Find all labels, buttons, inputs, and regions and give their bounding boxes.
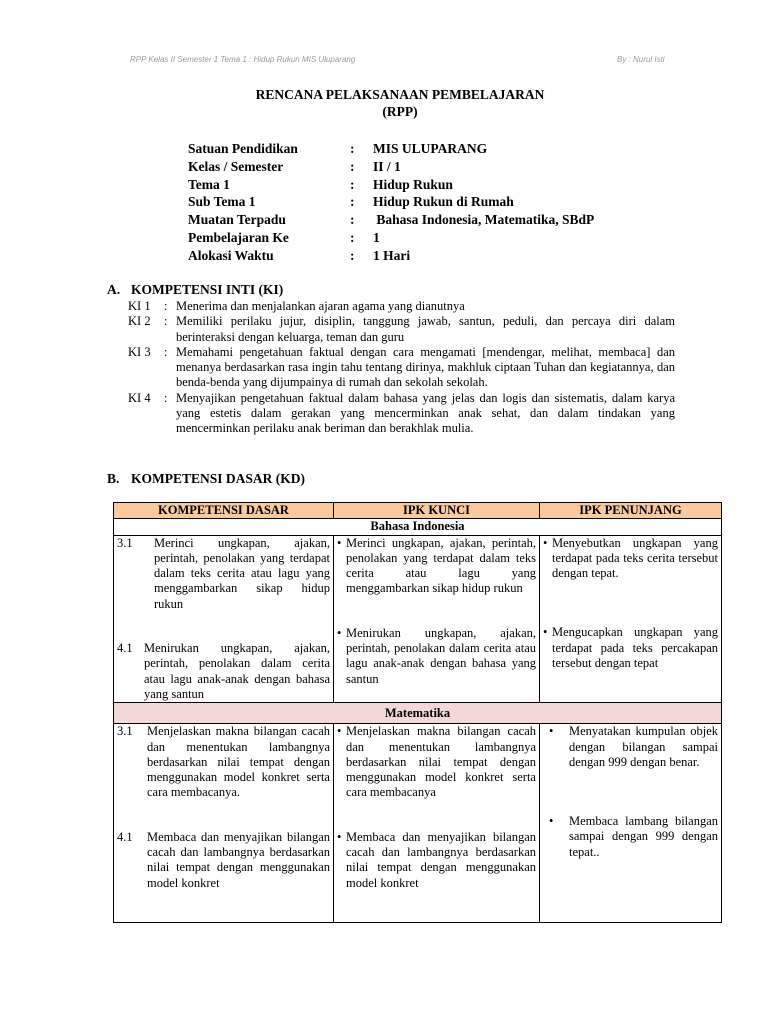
section-a-heading: [107, 282, 283, 298]
kd-item: [117, 724, 330, 800]
identity-value: Hidup Rukun: [373, 176, 453, 192]
kd-text: Menjelaskan makna bilangan cacah dan menentukan lambangnya berdasarkan nilai tempat dengan menggunakan model konkret serta cara membacanya.: [147, 724, 330, 800]
kd-number: 3.1: [117, 535, 133, 550]
identity-value: Bahasa Indonesia, Matematika, SBdP: [373, 212, 595, 228]
ki-colon: :: [164, 299, 168, 313]
section-title: KOMPETENSI INTI (KI): [131, 282, 284, 297]
table-row: [114, 535, 722, 703]
section-b-heading: [107, 471, 305, 487]
header-ipk-kunci: IPK KUNCI: [334, 503, 540, 519]
kd-item: [117, 536, 330, 612]
kd-text: Menirukan ungkapan, ajakan, perintah, penolakan dalam cerita atau lagu anak-anak dengan bahasa yang santun: [144, 641, 330, 701]
document-subtitle: (RPP): [382, 104, 418, 119]
identity-row: [188, 158, 594, 176]
bullet-icon: •: [337, 829, 342, 844]
group-row-bahasa-indonesia: [114, 519, 722, 535]
group-label: Bahasa Indonesia: [114, 519, 722, 535]
ki-colon: :: [164, 344, 168, 359]
ki-code: KI 4: [128, 390, 151, 405]
ki-item: [128, 299, 675, 314]
kd-cell: [114, 724, 334, 923]
table-row: [114, 724, 722, 923]
document-title: RENCANA PELAKSANAAN PEMBELAJARAN: [255, 87, 545, 102]
identity-value: 1: [373, 229, 380, 245]
section-letter: A.: [107, 282, 121, 297]
ipk-kunci-text: Merinci ungkapan, ajakan, perintah, penolakan yang terdapat dalam teks cerita atau lagu yang menggambarkan sikap hidup rukun: [346, 535, 536, 596]
bullet-icon: •: [543, 535, 548, 550]
ipk-penunjang-text: Menyebutkan ungkapan yang terdapat pada teks cerita tersebut dengan tepat.: [552, 535, 718, 581]
bullet-item: [337, 724, 536, 800]
page-header-right: By : Nurul Isti: [617, 55, 665, 64]
identity-colon: :: [350, 141, 355, 156]
identity-row: [188, 211, 594, 229]
kd-table: [113, 502, 722, 923]
identity-row: [188, 176, 594, 194]
bullet-icon: •: [543, 625, 548, 640]
kd-item: [117, 830, 330, 891]
identity-row: [188, 247, 594, 265]
ki-text: Memiliki perilaku jujur, disiplin, tanggung jawab, santun, peduli, dan percaya diri dalam berinteraksi dengan keluarga, teman dan guru: [176, 314, 675, 344]
ki-item: [128, 391, 675, 437]
identity-colon: :: [350, 229, 355, 245]
ki-code: KI 2: [128, 314, 151, 329]
ipk-kunci-text: Menirukan ungkapan, ajakan, perintah, penolakan dalam cerita atau lagu anak-anak dengan bahasa yang santun: [346, 625, 536, 686]
ki-colon: :: [164, 314, 168, 329]
section-letter: B.: [107, 471, 120, 486]
ki-text: Menyajikan pengetahuan faktual dalam bahasa yang jelas dan logis dan sistematis, dalam karya yang estetis dalam gerakan yang mencerminkan anak sehat, dan dalam tindakan yang mencerminkan perilaku anak beriman dan berakhlak mulia.: [176, 390, 675, 436]
ipk-penunjang-cell: [540, 535, 722, 703]
section-title: KOMPETENSI DASAR (KD): [131, 471, 306, 486]
group-row-matematika: [114, 703, 722, 724]
ipk-penunjang-cell: [540, 724, 722, 923]
identity-row: [188, 193, 594, 211]
ki-code: KI 3: [128, 344, 151, 359]
identity-label: Pembelajaran Ke: [188, 229, 289, 245]
ipk-penunjang-text: Membaca lambang bilangan sampai dengan 999 dengan tepat..: [569, 814, 718, 859]
ipk-kunci-cell: [334, 535, 540, 703]
bullet-item: [543, 814, 718, 860]
identity-row: [188, 140, 594, 158]
ipk-penunjang-text: Mengucapkan ungkapan yang terdapat pada teks percakapan tersebut dengan tepat: [552, 625, 718, 671]
kd-number: 4.1: [117, 829, 133, 844]
identity-colon: :: [350, 158, 355, 174]
ipk-penunjang-text: Menyatakan kumpulan objek dengan bilangan sampai dengan 999 dengan benar.: [569, 724, 718, 769]
identity-colon: :: [350, 176, 355, 192]
identity-value: 1 Hari: [373, 247, 411, 263]
ki-text: Memahami pengetahuan faktual dengan cara mengamati [mendengar, melihat, membaca] dan menanya berdasarkan rasa ingin tahu tentang dirinya, makhluk ciptaan Tuhan dan kegiatannya, dan benda-benda yang dijumpainya di rumah dan sekolah sekolah.: [176, 344, 675, 390]
ipk-kunci-text: Membaca dan menyajikan bilangan cacah dan lambangnya berdasarkan nilai tempat dengan menggunakan model konkret: [346, 829, 536, 890]
bullet-item: [337, 626, 536, 687]
ki-list: [128, 299, 675, 437]
bullet-item: [337, 830, 536, 891]
identity-block: [188, 140, 594, 265]
ipk-kunci-text: Menjelaskan makna bilangan cacah dan menentukan lambangnya berdasarkan nilai tempat dengan menggunakan model konkret serta cara membacanya: [346, 724, 536, 800]
kd-item: [117, 641, 330, 702]
bullet-icon: •: [549, 724, 554, 739]
ipk-kunci-cell: [334, 724, 540, 923]
identity-label: Tema 1: [188, 176, 230, 192]
identity-label: Satuan Pendidikan: [188, 141, 298, 156]
identity-colon: :: [350, 212, 355, 228]
ki-colon: :: [164, 390, 168, 405]
header-kompetensi-dasar: KOMPETENSI DASAR: [114, 503, 334, 519]
kd-text: Merinci ungkapan, ajakan, perintah, penolakan yang terdapat dalam teks cerita atau lagu yang menggambarkan sikap hidup rukun: [154, 535, 330, 611]
table-header-row: [114, 503, 722, 519]
bullet-item: [337, 536, 536, 597]
identity-colon: :: [350, 247, 355, 263]
group-label: Matematika: [114, 703, 722, 724]
ki-item: [128, 345, 675, 391]
identity-label: Alokasi Waktu: [188, 247, 274, 263]
kd-number: 4.1: [117, 641, 133, 656]
bullet-icon: •: [337, 625, 342, 640]
header-ipk-penunjang: IPK PENUNJANG: [540, 503, 722, 519]
bullet-item: [543, 536, 718, 582]
identity-row: [188, 229, 594, 247]
bullet-item: [543, 724, 718, 770]
kd-number: 3.1: [117, 724, 133, 739]
identity-label: Kelas / Semester: [188, 158, 284, 174]
bullet-icon: •: [549, 814, 554, 829]
identity-label: Sub Tema 1: [188, 194, 256, 210]
identity-value: MIS ULUPARANG: [373, 141, 488, 156]
bullet-icon: •: [337, 535, 342, 550]
kd-text: Membaca dan menyajikan bilangan cacah dan lambangnya berdasarkan nilai tempat dengan menggunakan model konkret: [147, 829, 330, 890]
identity-value: II / 1: [373, 158, 401, 174]
identity-label: Muatan Terpadu: [188, 212, 286, 228]
kd-cell: [114, 535, 334, 703]
identity-colon: :: [350, 194, 355, 210]
identity-value: Hidup Rukun di Rumah: [373, 194, 514, 210]
bullet-item: [543, 625, 718, 671]
ki-code: KI 1: [128, 299, 151, 313]
page-header-left: RPP Kelas II Semester 1 Tema 1 : Hidup Rukun MIS Uluparang: [130, 55, 356, 64]
ki-text: Menerima dan menjalankan ajaran agama yang dianutnya: [176, 299, 465, 313]
ki-item: [128, 314, 675, 345]
bullet-icon: •: [337, 724, 342, 739]
